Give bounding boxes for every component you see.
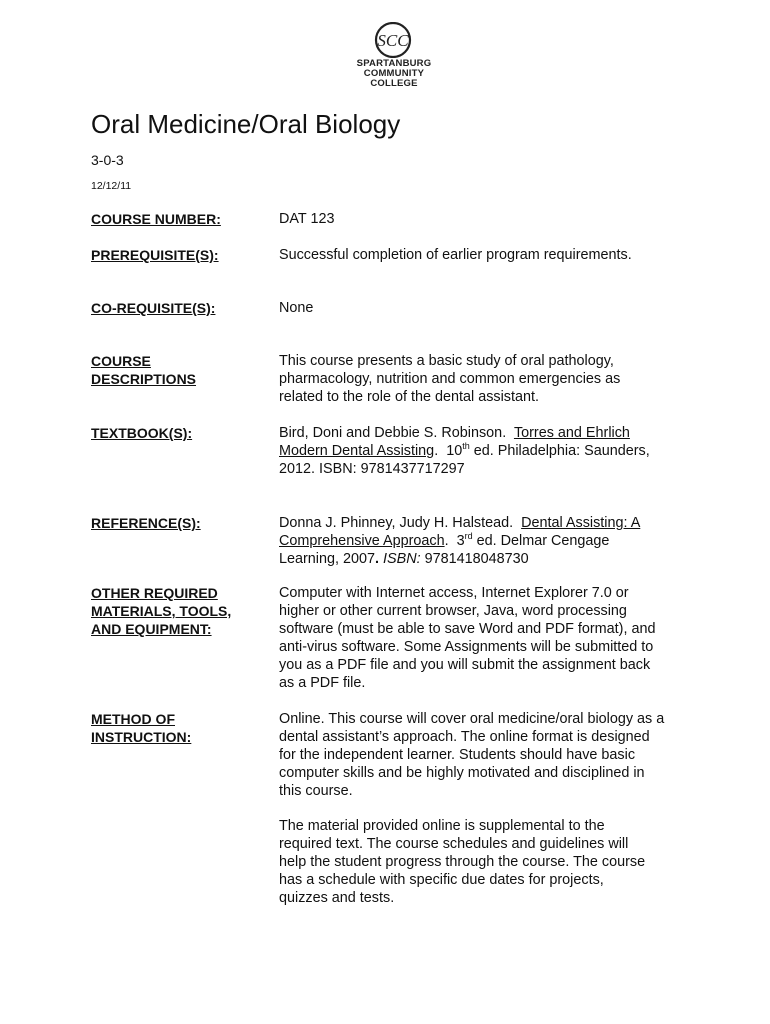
text-line: has a schedule with specific due dates for projects, <box>279 872 604 888</box>
textbook-title: Torres and Ehrlich <box>513 425 630 441</box>
text-line: computer skills and be highly motivated and disciplined in <box>279 765 645 781</box>
college-name <box>334 59 454 89</box>
textbook-authors: Bird, Doni and Debbie S. Robinson. <box>279 425 507 441</box>
text-line: quizzes and tests. <box>279 890 395 906</box>
text-line: The material provided online is supplemental to the <box>279 818 605 834</box>
prerequisite-value: Successful completion of earlier program requirements. <box>279 247 632 263</box>
document-title: Oral Medicine/Oral Biology <box>91 109 401 139</box>
corequisite-label: CO-REQUISITE(S): <box>91 300 216 316</box>
text-line: pharmacology, nutrition and common emergencies as <box>279 371 621 387</box>
text-line: as a PDF file. <box>279 675 366 691</box>
textbook-edition-suffix: th <box>462 441 470 452</box>
text-line: this course. <box>279 783 353 799</box>
college-name-line: SPARTANBURG <box>356 58 432 69</box>
reference-title: Comprehensive Approach <box>279 533 445 549</box>
text-line: 2012. ISBN: 9781437717297 <box>279 461 465 477</box>
label-line: OTHER REQUIRED <box>91 585 218 601</box>
course-descriptions-label <box>91 352 271 388</box>
reference-title: Dental Assisting: A <box>521 515 641 531</box>
college-name-line: COLLEGE <box>370 78 418 89</box>
textbook-edition: 10 <box>446 443 463 459</box>
text-line <box>279 424 699 442</box>
college-name-line: COMMUNITY <box>363 68 425 79</box>
college-logo <box>352 22 434 92</box>
text-line: Computer with Internet access, Internet Explorer 7.0 or <box>279 585 629 601</box>
reference-publisher: ed. Delmar Cengage <box>472 533 610 549</box>
text-line: you as a PDF file and you will submit the assignment back <box>279 657 651 673</box>
label-line: DESCRIPTIONS <box>91 371 197 387</box>
reference-isbn-label: ISBN: <box>379 551 421 567</box>
references-value <box>279 514 699 568</box>
method-label <box>91 710 271 746</box>
reference-authors: Donna J. Phinney, Judy H. Halstead. <box>279 515 514 531</box>
document-date: 12/12/11 <box>91 180 132 192</box>
text-line: help the student progress through the course. The course <box>279 854 646 870</box>
text-line: This course presents a basic study of oral pathology, <box>279 353 614 369</box>
label-line: METHOD OF <box>91 711 175 727</box>
text-line: Comprehensive Approach. 3rd ed. Delmar Cengage <box>279 531 610 549</box>
textbook-title: Modern Dental Assisting <box>279 443 435 459</box>
text-line: required text. The course schedules and guidelines will <box>279 836 629 852</box>
label-line: COURSE <box>91 353 151 369</box>
logo-monogram: SCC <box>377 31 409 50</box>
text-line: Modern Dental Assisting. 10th ed. Philadelphia: Saunders, <box>279 441 650 459</box>
materials-label <box>91 584 271 638</box>
materials-value <box>279 584 699 692</box>
text-line <box>279 550 699 568</box>
text-line: higher or other current browser, Java, word processing <box>279 603 627 619</box>
label-line: INSTRUCTION: <box>91 729 192 745</box>
course-credits: 3-0-3 <box>91 152 124 168</box>
text-line: dental assistant’s approach. The online format is designed <box>279 729 650 745</box>
reference-edition: 3 <box>456 533 465 549</box>
college-seal-icon <box>365 22 421 58</box>
reference-year: Learning, 2007 <box>279 551 376 567</box>
text-line: anti-virus software. Some Assignments will be submitted to <box>279 639 654 655</box>
method-value-paragraph-2 <box>279 817 699 907</box>
reference-isbn: 9781418048730 <box>420 551 529 567</box>
corequisite-value: None <box>279 300 314 316</box>
text-line <box>279 514 699 532</box>
method-value-paragraph-1 <box>279 710 699 800</box>
textbook-value <box>279 424 699 478</box>
text-line: software (must be able to save Word and PDF format), and <box>279 621 656 637</box>
textbook-publisher: ed. Philadelphia: Saunders, <box>469 443 650 459</box>
course-descriptions-value <box>279 352 699 406</box>
text-line: related to the role of the dental assistant. <box>279 389 539 405</box>
references-label: REFERENCE(S): <box>91 515 201 531</box>
textbook-label: TEXTBOOK(S): <box>91 425 193 441</box>
reference-edition-suffix: rd <box>464 531 473 542</box>
prerequisite-label: PREREQUISITE(S): <box>91 247 219 263</box>
text-line: for the independent learner. Students should have basic <box>279 747 636 763</box>
reference-period: . <box>375 551 380 567</box>
label-line: AND EQUIPMENT: <box>91 621 212 637</box>
course-number-label: COURSE NUMBER: <box>91 211 221 227</box>
course-number-value: DAT 123 <box>279 211 335 227</box>
text-line: Online. This course will cover oral medicine/oral biology as a <box>279 711 665 727</box>
label-line: MATERIALS, TOOLS, <box>91 603 232 619</box>
